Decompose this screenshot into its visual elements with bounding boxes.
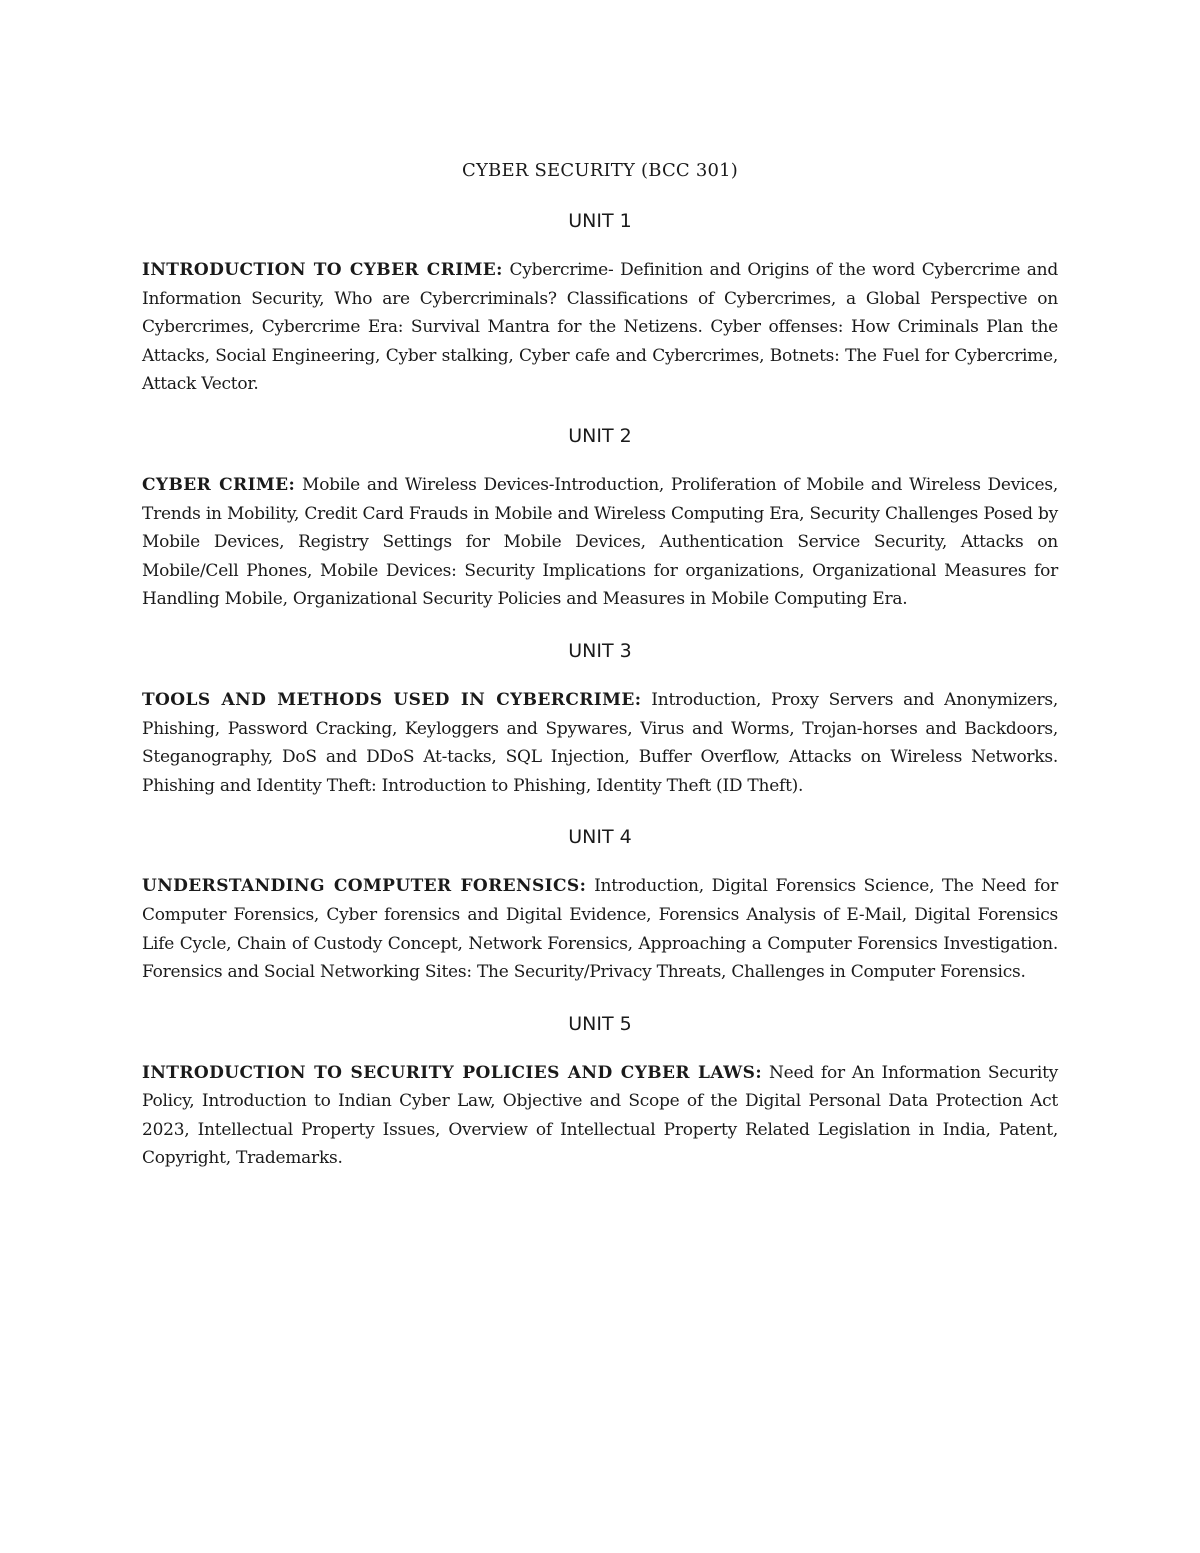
unit-content: [142, 256, 1058, 399]
unit-heading: UNIT 2: [568, 424, 632, 447]
unit-content: [142, 1059, 1058, 1173]
unit-heading: UNIT 1: [568, 210, 632, 232]
unit-heading: UNIT 5: [568, 1012, 632, 1035]
unit-heading: UNIT 4: [568, 826, 632, 849]
unit-content: [142, 686, 1058, 800]
unit-section-2: [142, 421, 1058, 614]
unit-section-4: [142, 822, 1058, 986]
unit-topic-title: TOOLS AND METHODS USED IN CYBERCRIME:: [142, 689, 642, 710]
unit-topic-title: INTRODUCTION TO CYBER CRIME:: [142, 260, 503, 280]
unit-topic-title: CYBER CRIME:: [142, 474, 296, 495]
unit-topic-list: Introduction, Digital Forensics Science, The Need for Computer Forensics, Cyber forensics and Digital Evidence, Forensics Analysis of E-Mail, Digital Forensics Life Cycle, Chain of Custody Concept, Network Forensics, Approaching a Computer Forensics Investigation. Forensics and Social Networking Sites: The Security/Privacy Threats, Challenges in Computer Forensics.: [142, 876, 1058, 983]
unit-topic-list: Introduction, Proxy Servers and Anonymizers, Phishing, Password Cracking, Keyloggers and Spywares, Virus and Worms, Trojan-horses and Backdoors, Steganography, DoS and DDoS At-tacks, SQL Injection, Buffer Overflow, Attacks on Wireless Networks. Phishing and Identity Theft: Introduction to Phishing, Identity Theft (ID Theft).: [142, 689, 1059, 796]
unit-topic-list: Cybercrime- Definition and Origins of the word Cybercrime and Information Security, Who are Cybercriminals? Classifications of Cybercrimes, a Global Perspective on Cybercrimes, Cybercrime Era: Survival Mantra for the Netizens. Cyber offenses: How Criminals Plan the Attacks, Social Engineering, Cyber stalking, Cyber cafe and Cybercrimes, Botnets: The Fuel for Cybercrime, Attack Vector.: [142, 260, 1059, 395]
unit-content: [142, 872, 1058, 986]
document-page: [142, 156, 1058, 1195]
unit-topic-list: Mobile and Wireless Devices-Introduction, Proliferation of Mobile and Wireless Devices, Trends in Mobility, Credit Card Frauds in Mobile and Wireless Computing Era, Security Challenges Posed by Mobile Devices, Registry Settings for Mobile Devices, Authentication Service Security, Attacks on Mobile/Cell Phones, Mobile Devices: Security Implications for organizations, Organizational Measures for Handling Mobile, Organizational Security Policies and Measures in Mobile Computing Era.: [142, 474, 1058, 610]
unit-topic-title: INTRODUCTION TO SECURITY POLICIES AND CYBER LAWS:: [142, 1062, 763, 1083]
document-title: CYBER SECURITY (BCC 301): [461, 160, 738, 181]
unit-topic-title: UNDERSTANDING COMPUTER FORENSICS:: [142, 876, 587, 897]
unit-section-3: [142, 636, 1058, 800]
title-block: [142, 156, 1058, 186]
unit-topic-list: Need for An Information Security Policy, Introduction to Indian Cyber Law, Objective and Scope of the Digital Personal Data Protection Act 2023, Intellectual Property Issues, Overview of Intellectual Property Related Legislation in India, Patent, Copyright, Trademarks.: [142, 1062, 1059, 1169]
unit-heading: UNIT 3: [568, 639, 632, 662]
unit-section-5: [142, 1009, 1058, 1173]
unit-section-1: [142, 206, 1058, 399]
unit-content: [142, 471, 1058, 614]
